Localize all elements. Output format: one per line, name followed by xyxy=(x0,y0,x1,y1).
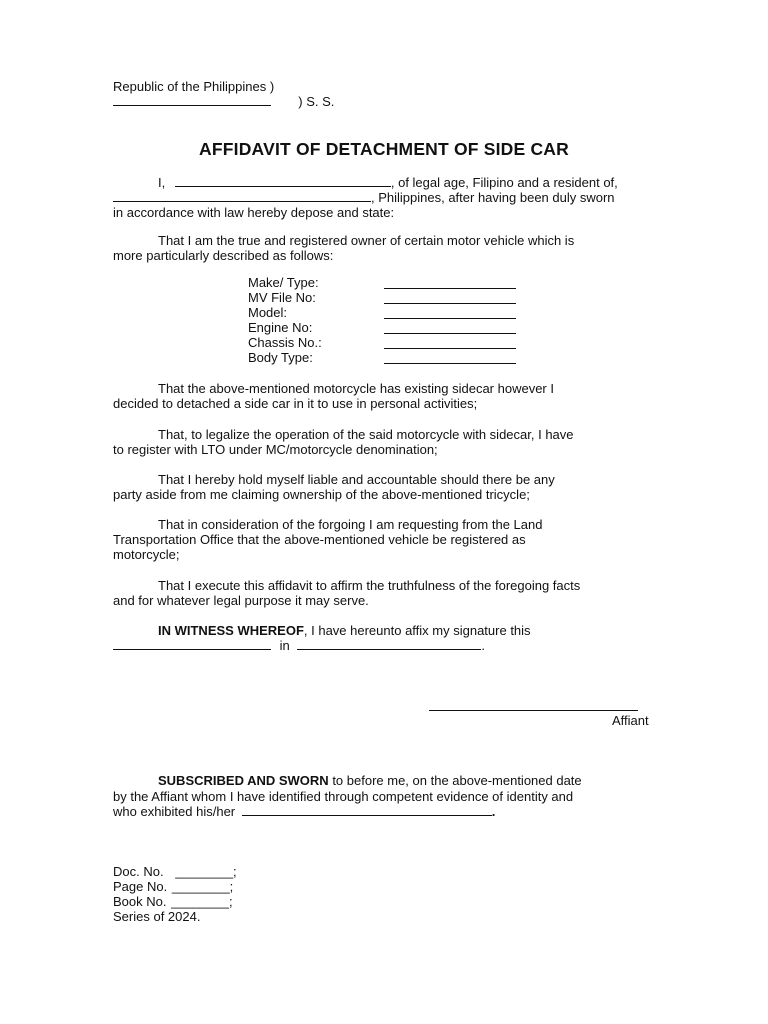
address-blank xyxy=(113,190,371,202)
witness-end: . xyxy=(481,638,485,653)
doc-no-line xyxy=(113,864,237,879)
id-evidence-blank xyxy=(242,804,492,816)
intro-i: I, xyxy=(158,175,166,190)
owner-line-2: more particularly described as follows: xyxy=(113,248,334,263)
request-line-2: Transportation Office that the above-mentioned vehicle be registered as xyxy=(113,532,526,547)
page-no-blank: ________; xyxy=(171,879,234,894)
doc-no-label: Doc. No. xyxy=(113,864,164,879)
witness-in: in xyxy=(279,638,290,653)
field-make-type: Make/ Type: xyxy=(248,275,319,290)
request-line-3: motorcycle; xyxy=(113,547,180,562)
owner-line-1: That I am the true and registered owner of certain motor vehicle which is xyxy=(158,233,575,248)
liable-line-1: That I hereby hold myself liable and accountable should there be any xyxy=(158,472,555,487)
sidecar-line-2: decided to detached a side car in it to use in personal activities; xyxy=(113,396,478,411)
subscribed-l3: who exhibited his/her xyxy=(113,804,236,819)
field-make-type-blank xyxy=(384,287,516,289)
subscribed-rest: to before me, on the above-mentioned date xyxy=(328,773,582,788)
field-chassis-no: Chassis No.: xyxy=(248,335,322,350)
affiant-label: Affiant xyxy=(612,713,649,728)
legalize-line-1: That, to legalize the operation of the said motorcycle with sidecar, I have xyxy=(158,427,574,442)
witness-place-blank xyxy=(297,638,481,650)
intro-l2-suffix: , Philippines, after having been duly sworn xyxy=(371,190,615,205)
affiant-signature-line xyxy=(429,710,638,711)
field-engine-no-blank xyxy=(384,332,516,334)
page-no-label: Page No. xyxy=(113,879,168,894)
subscribed-bold: SUBSCRIBED AND SWORN xyxy=(158,773,329,788)
subscribed-end: . xyxy=(491,804,496,819)
doc-no-blank: ________; xyxy=(175,864,237,879)
execute-line-1: That I execute this affidavit to affirm the truthfulness of the foregoing facts xyxy=(158,578,581,593)
subscribed-line-2: by the Affiant whom I have identified through competent evidence of identity and xyxy=(113,789,574,804)
execute-line-2: and for whatever legal purpose it may serve. xyxy=(113,593,369,608)
intro-line-1 xyxy=(158,175,618,190)
witness-line-2 xyxy=(113,638,485,653)
book-no-line xyxy=(113,894,233,909)
witness-line-1 xyxy=(158,623,531,638)
republic-line xyxy=(113,79,274,94)
series-line: Series of 2024. xyxy=(113,909,201,924)
venue-blank xyxy=(113,94,271,106)
subscribed-line-1 xyxy=(158,773,582,788)
intro-line-3: in accordance with law hereby depose and state: xyxy=(113,205,395,220)
document-title: AFFIDAVIT OF DETACHMENT OF SIDE CAR xyxy=(199,139,569,159)
intro-l1-suffix: , of legal age, Filipino and a resident of, xyxy=(390,175,618,190)
intro-line-2 xyxy=(113,190,615,205)
field-mv-file-no: MV File No: xyxy=(248,290,316,305)
field-engine-no: Engine No: xyxy=(248,320,313,335)
request-line-1: That in consideration of the forgoing I am requesting from the Land xyxy=(158,517,543,532)
ss-text: ) S. S. xyxy=(298,94,335,109)
affiant-name-blank xyxy=(175,175,391,187)
field-body-type-blank xyxy=(384,362,516,364)
field-body-type: Body Type: xyxy=(248,350,313,365)
witness-bold: IN WITNESS WHEREOF xyxy=(158,623,304,638)
witness-date-blank xyxy=(113,638,271,650)
sidecar-line-1: That the above-mentioned motorcycle has existing sidecar however I xyxy=(158,381,554,396)
book-no-blank: ________; xyxy=(171,894,233,909)
witness-rest: , I have hereunto affix my signature this xyxy=(303,623,531,638)
page-no-line xyxy=(113,879,233,894)
field-mv-file-no-blank xyxy=(384,302,516,304)
subscribed-line-3 xyxy=(113,804,495,819)
republic-text: Republic of the Philippines ) xyxy=(113,79,275,94)
field-model: Model: xyxy=(248,305,288,320)
book-no-label: Book No. xyxy=(113,894,167,909)
liable-line-2: party aside from me claiming ownership of the above-mentioned tricycle; xyxy=(113,487,530,502)
legalize-line-2: to register with LTO under MC/motorcycle denomination; xyxy=(113,442,438,457)
venue-line xyxy=(113,94,334,109)
field-model-blank xyxy=(384,317,516,319)
field-chassis-no-blank xyxy=(384,347,516,349)
